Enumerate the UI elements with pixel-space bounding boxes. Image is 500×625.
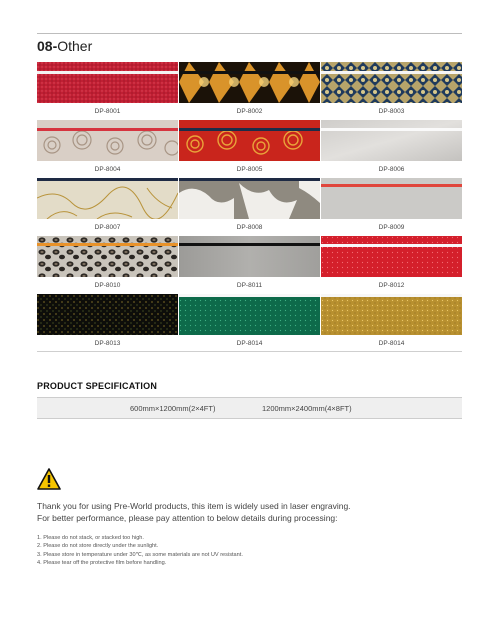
swatch-grey-marble [321, 120, 462, 161]
notice-line-2: For better performance, please pay attention to below details during processing: [37, 513, 338, 523]
swatch-light-grey-stone [321, 178, 462, 219]
product-code: DP-8013 [94, 340, 121, 347]
notice-intro [37, 500, 467, 524]
product-code: DP-8010 [94, 282, 121, 289]
product-code: DP-8014 [378, 340, 405, 347]
notice-line-1: Thank you for using Pre-World products, this item is widely used in laser engraving. [37, 501, 351, 511]
title-category: Other [57, 38, 93, 54]
spec-bar [37, 397, 462, 419]
page-title [37, 38, 92, 54]
notice-item: 2. Please do not store directly under the sunlight. [37, 543, 159, 550]
product-code: DP-8014 [236, 340, 263, 347]
product-code: DP-8007 [94, 224, 121, 231]
swatch-cream-gold-vein [37, 178, 178, 219]
product-code: DP-8011 [236, 282, 263, 289]
notice-item: 1. Please do not stack, or stacked too high. [37, 535, 144, 541]
swatch-beige-rose [37, 120, 178, 161]
swatch-red-sparkle [321, 236, 462, 277]
swatch-green-glitter [179, 294, 320, 335]
product-code: DP-8003 [378, 108, 405, 115]
header-rule [37, 33, 462, 34]
product-code: DP-8001 [94, 108, 121, 115]
spec-heading: PRODUCT SPECIFICATION [37, 381, 158, 391]
swatch-gold-kaleidoscope [179, 62, 320, 103]
notice-list [37, 534, 467, 568]
section-divider [37, 351, 462, 352]
product-code: DP-8008 [236, 224, 263, 231]
swatch-red-gold-rose [179, 120, 320, 161]
warning-icon [37, 468, 61, 490]
swatch-gold-glitter [321, 294, 462, 335]
title-number: 08- [37, 38, 58, 54]
swatch-leopard [37, 236, 178, 277]
spec-size-large: 1200mm×2400mm(4×8FT) [262, 404, 352, 413]
notice-item: 3. Please store in temperature under 30℃, as some materials are not UV resistant. [37, 551, 243, 558]
swatch-grey-concrete [179, 236, 320, 277]
swatch-black-gold-glitter [37, 294, 178, 335]
spec-size-small: 600mm×1200mm(2×4FT) [130, 404, 216, 413]
product-code: DP-8012 [378, 282, 405, 289]
product-code: DP-8002 [236, 108, 263, 115]
product-code: DP-8009 [378, 224, 405, 231]
notice-item: 4. Please tear off the protective film before handling. [37, 560, 167, 567]
product-code: DP-8005 [236, 166, 263, 173]
swatch-grey-white-marble [179, 178, 320, 219]
swatch-red-glitter [37, 62, 178, 103]
product-code: DP-8004 [94, 166, 121, 173]
product-code: DP-8006 [378, 166, 405, 173]
swatch-blue-gold-geometric [321, 62, 462, 103]
